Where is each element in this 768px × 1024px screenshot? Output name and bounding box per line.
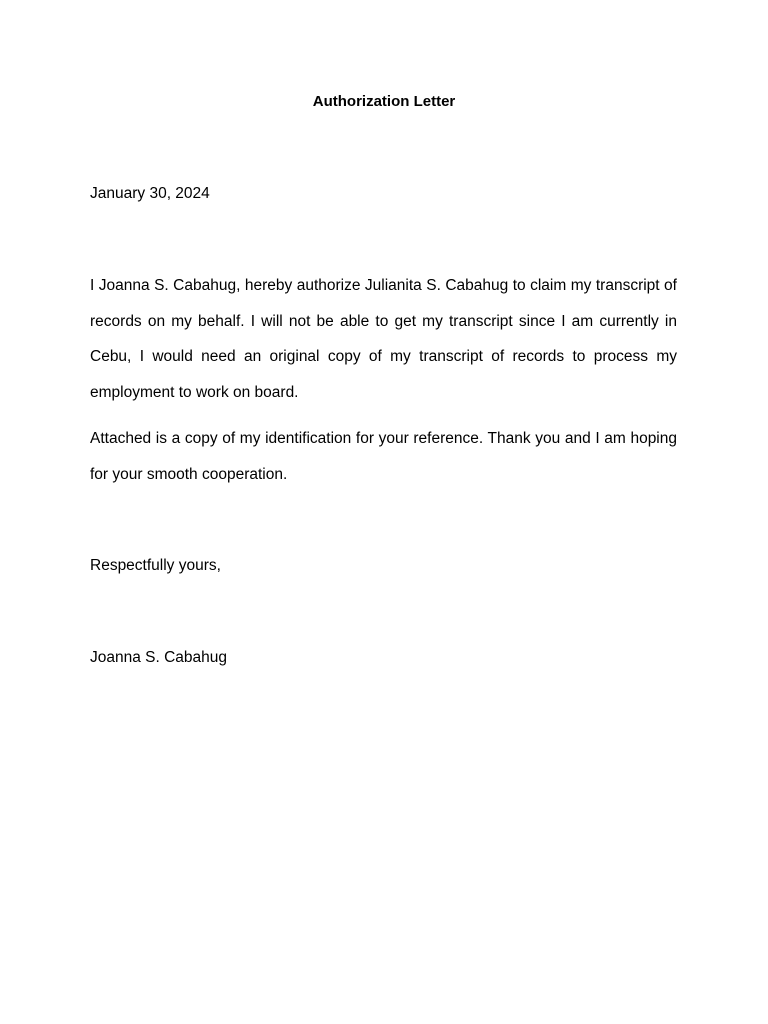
letter-title: Authorization Letter	[312, 93, 456, 110]
letter-closing: Respectfully yours,	[90, 557, 221, 574]
letter-body-paragraph: Attached is a copy of my identification for your reference. Thank you and I am hoping for your smooth cooperation.	[90, 430, 677, 483]
letter-date: January 30, 2024	[90, 185, 210, 202]
signature-name: Joanna S. Cabahug	[90, 649, 228, 666]
letter-body-paragraph: I Joanna S. Cabahug, hereby authorize Julianita S. Cabahug to claim my transcript of records on my behalf. I will not be able to get my transcript since I am currently in Cebu, I would need an original copy of my transcript of records to process my employment to work on board.	[90, 277, 677, 401]
